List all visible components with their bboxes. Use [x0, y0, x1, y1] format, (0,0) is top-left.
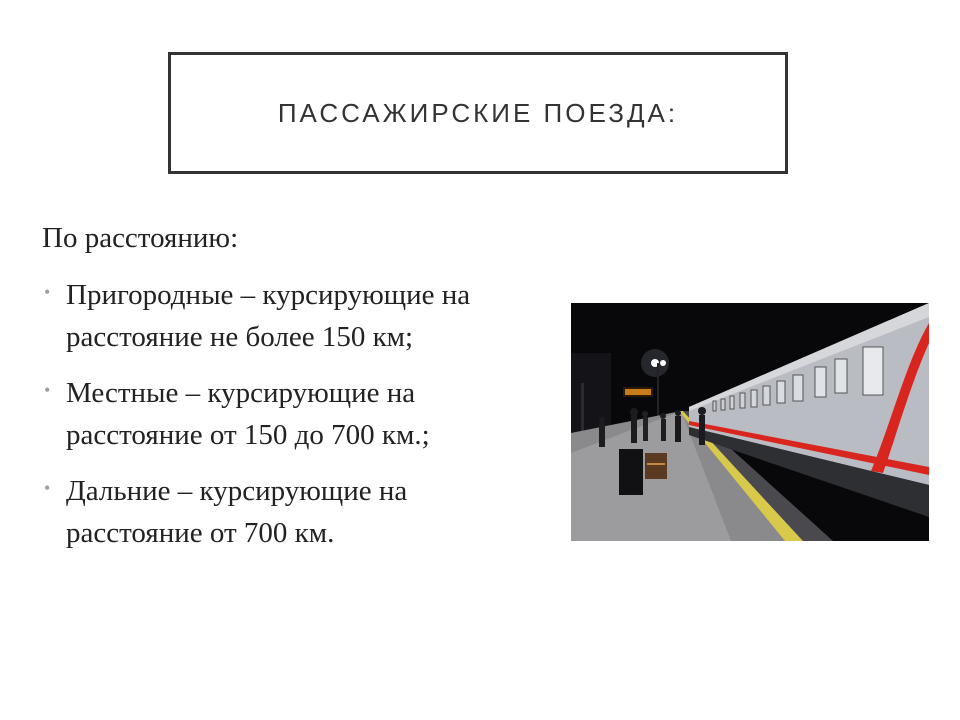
bullet-text: Пригородные – курсирующие на расстояние не более 150 км; [66, 279, 471, 353]
bullet-icon: • [44, 282, 51, 302]
list-item [42, 274, 532, 358]
list-item [42, 372, 532, 456]
bullet-text: Местные – курсирующие на расстояние от 150 до 700 км.; [66, 377, 430, 451]
train-platform-photo [571, 303, 929, 541]
train-platform-illustration [571, 303, 929, 541]
content-area [42, 218, 532, 568]
bullet-icon: • [44, 380, 51, 400]
title-box [168, 52, 788, 174]
bullet-icon: • [44, 478, 51, 498]
bullet-text: Дальние – курсирующие на расстояние от 700 км. [66, 475, 408, 549]
subheading: По расстоянию: [42, 222, 239, 254]
slide-title: ПАССАЖИРСКИЕ ПОЕЗДА: [277, 97, 679, 128]
bullet-list [42, 274, 532, 554]
list-item [42, 470, 532, 554]
